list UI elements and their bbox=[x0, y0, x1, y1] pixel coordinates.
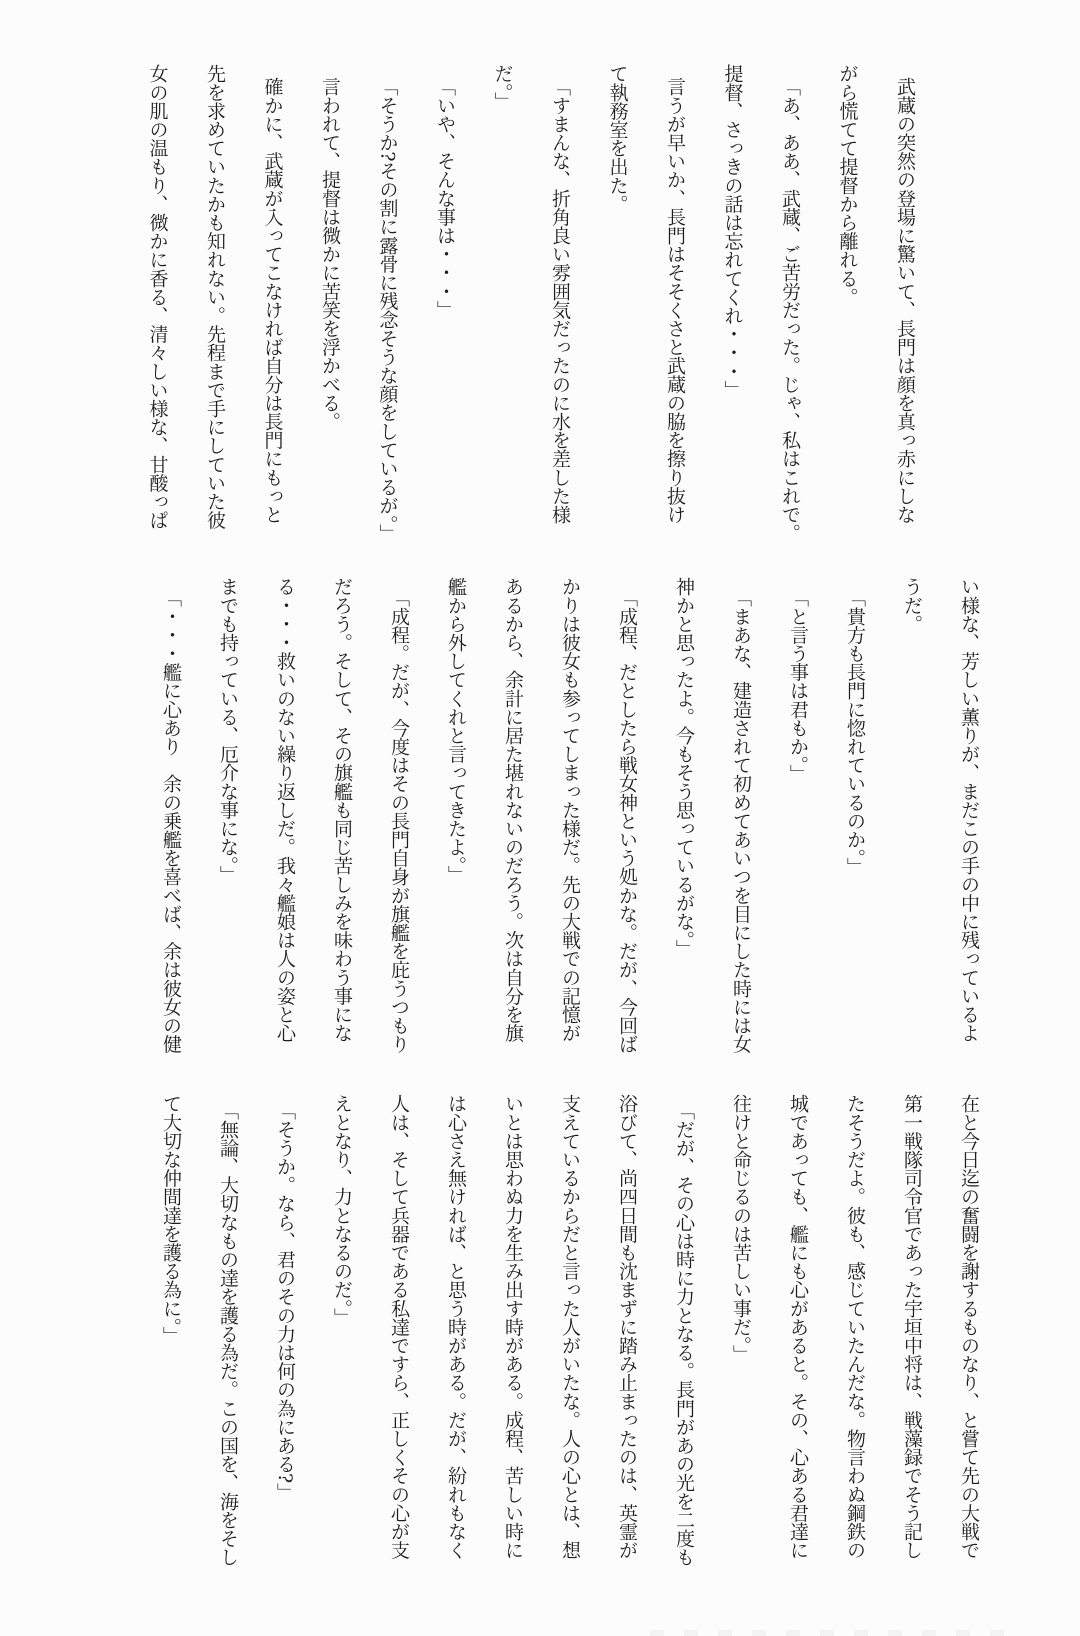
text-column: 艦から外してくれと言ってきたよ。」 bbox=[445, 577, 467, 884]
cutoff-scan-artifact bbox=[650, 1630, 1010, 1636]
text-column: 「・・・艦に心あり 余の乗艦を喜べば、余は彼女の健 bbox=[160, 588, 182, 1054]
text-column: 「だが、その心は時に力となる。長門があの光を二度も bbox=[673, 1101, 695, 1567]
text-column: 先を求めていたかも知れない。先程まで手にしていた彼 bbox=[204, 64, 226, 530]
text-column: だろう。そして、その旗艦も同じ苦しみを味わう事にな bbox=[331, 577, 353, 1043]
text-column: 浴びて、尚四日間も沈まずに踏み止まったのは、英霊が bbox=[616, 1094, 638, 1560]
text-column: 「成程。だが、今度はその長門自身が旗艦を庇うつもり bbox=[388, 588, 410, 1054]
text-column: 「無論、大切なもの達を護る為だ。この国を、海をそし bbox=[217, 1101, 239, 1567]
text-column: 「と言う事は君もか。」 bbox=[787, 588, 809, 784]
text-column: 武蔵の突然の登場に驚いて、長門は顔を真っ赤にしな bbox=[894, 77, 916, 524]
text-column: 確かに、武蔵が入ってこなければ自分は長門にもっと bbox=[261, 77, 284, 524]
text-column: うだ。 bbox=[901, 577, 923, 633]
text-column: かりは彼女も参ってしまった様だ。先の大戦での記憶が bbox=[559, 577, 581, 1043]
text-column: 在と今日迄の奮闘を謝するものなり、と嘗て先の大戦で bbox=[958, 1094, 980, 1560]
text-column: 「そうか?その割に露骨に残念そうな顔をしているが。」 bbox=[376, 77, 399, 543]
text-column: 「いや、そんな事は・・・」 bbox=[434, 77, 456, 319]
text-column: だ。」 bbox=[491, 64, 514, 111]
text-column: までも持っている、厄介な事にな。」 bbox=[217, 577, 239, 884]
text-column: 支えているからだと言った人がいたな。人の心とは、想 bbox=[559, 1094, 581, 1560]
text-column: て大切な仲間達を護る為に。」 bbox=[160, 1094, 182, 1345]
text-column: 言うが早いか、長門はそそくさと武蔵の脇を擦り抜け bbox=[664, 77, 686, 524]
text-column: い様な、芳しい薫りが、まだこの手の中に残っているよ bbox=[958, 577, 980, 1043]
text-column: 「貴方も長門に惚れているのか。」 bbox=[844, 588, 866, 877]
text-column: 人は、そして兵器である私達ですら、正しくその心が支 bbox=[388, 1094, 410, 1560]
text-column: は心さえ無ければ、と思う時がある。だが、紛れもなく bbox=[445, 1094, 467, 1560]
text-column: たそうだよ。彼も、感じていたんだな。物言わぬ鋼鉄の bbox=[844, 1094, 866, 1560]
text-column: 「あ、ああ、武蔵、ご苦労だった。じゃ、私はこれで。 bbox=[779, 77, 801, 543]
text-column: 「そうか。なら、君のその力は何の為にある?」 bbox=[274, 1101, 296, 1502]
text-column: 神かと思ったよ。今もそう思っているがな。」 bbox=[673, 577, 695, 959]
text-column: 「まあな、建造されて初めてあいつを目にした時には女 bbox=[730, 588, 752, 1054]
text-column: 「成程、だとしたら戦女神という処かな。だが、今回ば bbox=[616, 588, 638, 1054]
text-column: 往けと命じるのは苦しい事だ。」 bbox=[730, 1094, 752, 1364]
text-column: る・・・救いのない繰り返しだ。我々艦娘は人の姿と心 bbox=[274, 577, 296, 1043]
text-column: 第一戦隊司令官であった宇垣中将は、戦藻録でそう記し bbox=[901, 1094, 923, 1560]
text-column: えとなり、力となるのだ。」 bbox=[331, 1094, 353, 1327]
text-column: 城であっても、艦にも心があると。その、心ある君達に bbox=[787, 1094, 809, 1560]
text-column: 「すまんな、折角良い雰囲気だったのに水を差した様 bbox=[549, 77, 571, 524]
text-column: 女の肌の温もり、微かに香る、清々しい様な、甘酸っぱ bbox=[146, 64, 169, 530]
text-column: 言われて、提督は微かに苦笑を浮かべる。 bbox=[319, 77, 341, 431]
text-column: 提督、さっきの話は忘れてくれ・・・」 bbox=[721, 64, 744, 399]
text-column: て執務室を出た。 bbox=[606, 64, 629, 213]
text-column: いとは思わぬ力を生み出す時がある。成程、苦しい時に bbox=[502, 1094, 524, 1560]
text-column: がら慌てて提督から離れる。 bbox=[836, 64, 859, 306]
text-column: あるから、余計に居た堪れないのだろう。次は自分を旗 bbox=[502, 577, 524, 1043]
